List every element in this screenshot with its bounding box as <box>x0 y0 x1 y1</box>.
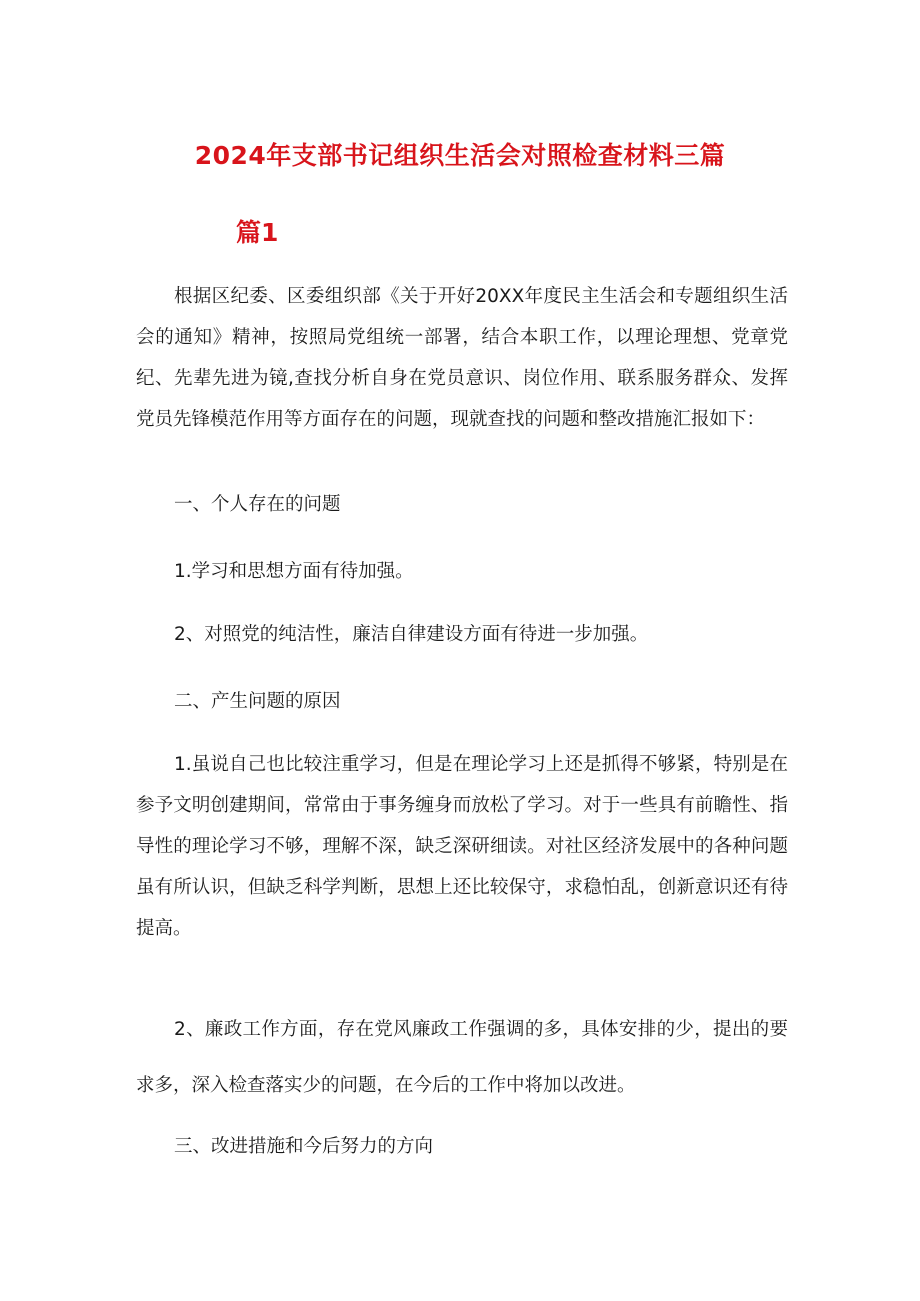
problem-item-2: 2、对照党的纯洁性，廉洁自律建设方面有待进一步加强。 <box>174 624 649 645</box>
heading-improvement-measures: 三、改进措施和今后努力的方向 <box>174 1136 434 1157</box>
document-title: 2024年支部书记组织生活会对照检查材料三篇 <box>194 141 726 170</box>
heading-personal-problems: 一、个人存在的问题 <box>174 494 341 515</box>
cause-item-2: 2、廉政工作方面，存在党风廉政工作强调的多，具体安排的少，提出的要求多，深入检查落实少的问题，在今后的工作中将加以改进。 <box>136 1019 788 1096</box>
intro-paragraph: 根据区纪委、区委组织部《关于开好20XX年度民主生活会和专题组织生活会的通知》精神，按照局党组统一部署，结合本职工作，以理论理想、党章党纪、先辈先进为镜,查找分析自身在党员意识、岗位作用、联系服务群众、发挥党员先锋模范作用等方面存在的问题，现就查找的问题和整改措施汇报如下： <box>136 286 788 430</box>
problem-item-1: 1.学习和思想方面有待加强。 <box>174 561 414 582</box>
cause-item-1: 1.虽说自己也比较注重学习，但是在理论学习上还是抓得不够紧，特别是在参予文明创建期间，常常由于事务缠身而放松了学习。对于一些具有前瞻性、指导性的理论学习不够，理解不深，缺乏深研细读。对社区经济发展中的各种问题虽有所认识，但缺乏科学判断，思想上还比较保守，求稳怕乱，创新意识还有待提高。 <box>136 754 788 939</box>
heading-problem-causes: 二、产生问题的原因 <box>174 691 341 712</box>
section-label: 篇1 <box>236 218 279 247</box>
